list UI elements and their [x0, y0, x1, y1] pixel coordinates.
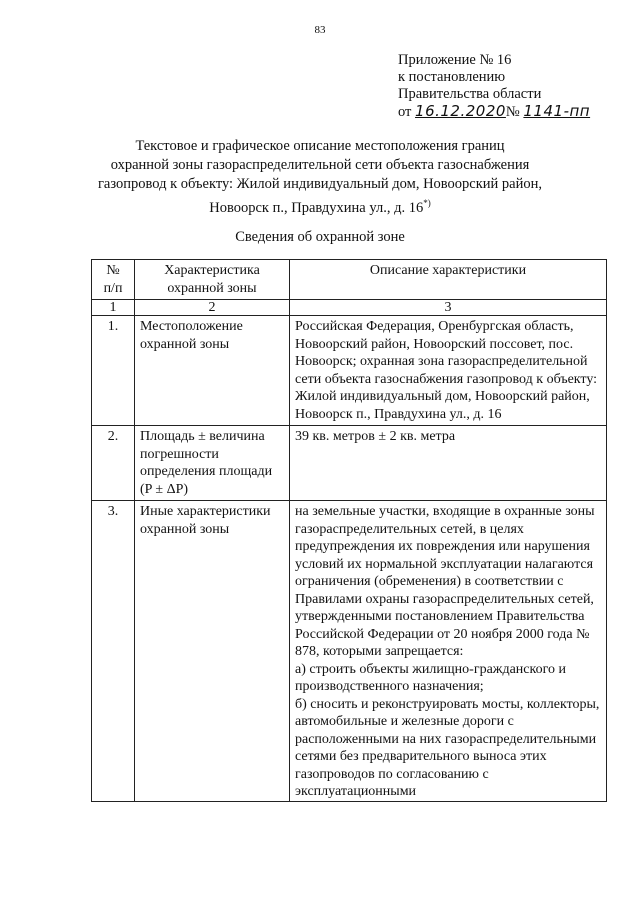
- column-number-row: [92, 300, 607, 316]
- header-characteristic: Характеристика охранной зоны: [135, 260, 290, 300]
- page-number: 83: [314, 24, 326, 36]
- table-row: [92, 501, 607, 802]
- header-num: № п/п: [92, 260, 135, 300]
- table-header-row: [92, 260, 607, 300]
- row-characteristic: Площадь ± величина погрешности определения площади (P ± ΔP): [135, 426, 290, 501]
- appendix-block: [398, 52, 590, 121]
- table-row: [92, 426, 607, 501]
- row-description-item-b: б) сносить и реконструировать мосты, коллекторы, автомобильные и железные дороги с расположенными на них газораспределительными сетями без предварительного выноса этих газопроводов по согласованию с эксплуатационными: [295, 696, 600, 799]
- zone-info-table: [91, 259, 607, 802]
- column-number-2: 2: [135, 300, 290, 316]
- title-line-1: Текстовое и графическое описание местоположения границ: [135, 138, 505, 154]
- row-description-item-a: а) строить объекты жилищно-гражданского и производственного назначения;: [295, 661, 566, 694]
- title-line-3: газопровод к объекту: Жилой индивидуальный дом, Новоорский район,: [97, 176, 543, 192]
- number-sign: №: [505, 104, 520, 120]
- row-description: Российская Федерация, Оренбургская область, Новоорский район, Новоорский поссовет, пос. Новоорск; охранная зона газораспределительной сети объекта газоснабжения газопровод к объекту: Жилой индивидуальный дом, Новоорский район, Новоорск п., Правдухина ул., д. 16: [290, 316, 607, 426]
- row-description: 39 кв. метров ± 2 кв. метра: [290, 426, 607, 501]
- table-row: [92, 316, 607, 426]
- row-description: [290, 501, 607, 802]
- column-number-3: 3: [290, 300, 607, 316]
- row-num: 1.: [92, 316, 135, 426]
- header-description: Описание характеристики: [290, 260, 607, 300]
- row-num: 2.: [92, 426, 135, 501]
- column-number-1: 1: [92, 300, 135, 316]
- row-description-text: на земельные участки, входящие в охранные зоны газораспределительных сетей, в целях предупреждения их повреждения или нарушения условий их нормальной эксплуатации налагаются ограничения (обременения) в соответствии с Правилами охраны газораспределительных сетей, утвержденными постановлением Правительства Российской Федерации от 20 ноября 2000 года № 878, которыми запрещается:: [295, 504, 595, 659]
- title-line-2: охранной зоны газораспределительной сети объекта газоснабжения: [110, 157, 530, 173]
- appendix-date-line: [398, 103, 590, 121]
- section-subtitle: Сведения об охранной зоне: [235, 229, 405, 245]
- row-characteristic: Местоположение охранной зоны: [135, 316, 290, 426]
- appendix-line-2: к постановлению: [398, 69, 506, 85]
- row-characteristic: Иные характеристики охранной зоны: [135, 501, 290, 802]
- handwritten-number: 1141-пп: [523, 102, 591, 120]
- footnote-mark: *): [423, 198, 431, 208]
- appendix-from: от: [398, 104, 412, 120]
- row-num: 3.: [92, 501, 135, 802]
- handwritten-date: 16.12.2020: [415, 102, 506, 120]
- appendix-line-3: Правительства области: [398, 86, 542, 102]
- title-line-4: Новоорск п., Правдухина ул., д. 16*): [209, 198, 431, 216]
- document-title: [60, 137, 580, 218]
- appendix-line-1: Приложение № 16: [398, 52, 512, 68]
